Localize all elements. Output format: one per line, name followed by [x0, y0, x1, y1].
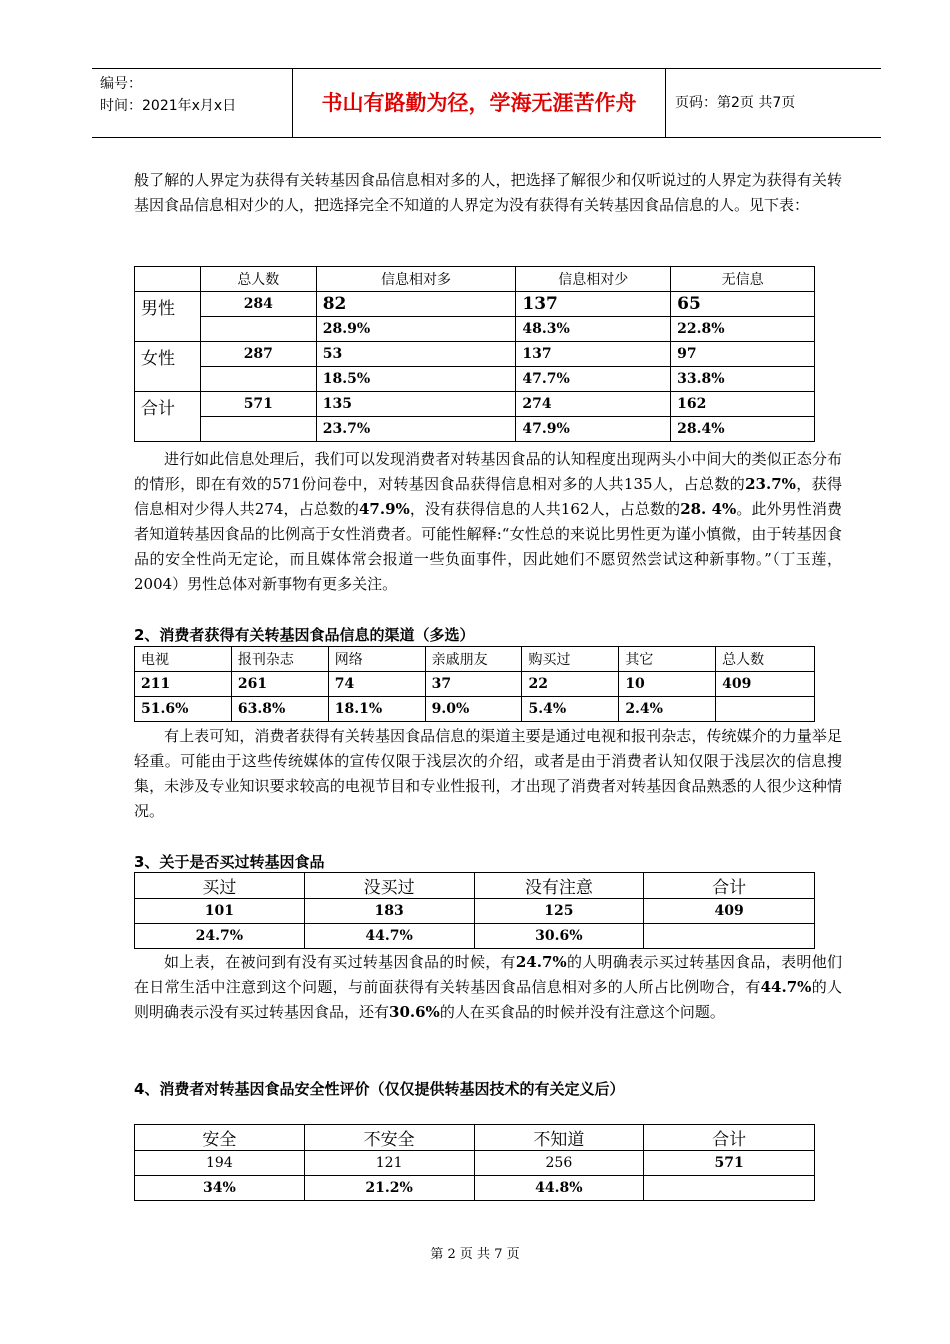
table-cell: 37	[425, 672, 522, 697]
table-cell: 211	[135, 672, 232, 697]
table-cell: 44.7%	[304, 924, 474, 949]
purchase-table	[134, 872, 815, 949]
table-header-cell: 报刊杂志	[231, 647, 328, 672]
table-cell: 101	[135, 899, 305, 924]
table-row	[135, 1176, 815, 1201]
table-cell: 10	[619, 672, 716, 697]
table-cell: 22	[522, 672, 619, 697]
row-label: 合计	[135, 392, 201, 442]
table-header-cell: 网络	[328, 647, 425, 672]
section-4-title: 4、消费者对转基因食品安全性评价（仅仅提供转基因技术的有关定义后）	[134, 1080, 625, 1098]
info-level-table	[134, 266, 815, 442]
highlight-value: 47.9%	[359, 500, 410, 518]
table-cell: 47.9%	[516, 417, 671, 442]
table-cell	[200, 317, 316, 342]
table-header-cell: 亲戚朋友	[425, 647, 522, 672]
table-cell: 28.9%	[316, 317, 516, 342]
page-footer: 第 2 页 共 7 页	[430, 1247, 520, 1262]
table-cell: 82	[316, 292, 516, 317]
table-row	[135, 697, 815, 722]
header-time: 时间：2021年x月x日	[100, 98, 237, 114]
table-cell: 183	[304, 899, 474, 924]
table-header-cell: 信息相对多	[316, 267, 516, 292]
table-cell: 162	[671, 392, 815, 417]
table-cell: 194	[135, 1151, 305, 1176]
table-cell: 74	[328, 672, 425, 697]
table-cell: 48.3%	[516, 317, 671, 342]
table-cell: 135	[316, 392, 516, 417]
table-cell	[644, 1176, 815, 1201]
table-header-row	[135, 647, 815, 672]
table-header-cell: 总人数	[716, 647, 815, 672]
table-cell: 125	[474, 899, 644, 924]
analysis-paragraph-1	[134, 447, 842, 597]
page-header	[92, 68, 881, 138]
table-header-cell: 没买过	[304, 873, 474, 899]
channel-table	[134, 646, 815, 722]
text-run: 的人明确表示买过转基因食品，表明他们在日常生活中注意到这个问题，与前面获得有关转基因食品信息相对多的人所占比例吻合，有	[134, 953, 842, 996]
header-meta	[100, 73, 295, 117]
row-label: 女性	[135, 342, 201, 392]
analysis-paragraph-2: 有上表可知，消费者获得有关转基因食品信息的渠道主要是通过电视和报刊杂志，传统媒介的力量举足轻重。可能由于这些传统媒体的宣传仅限于浅层次的介绍，或者是由于消费者认知仅限于浅层次的信息搜集，未涉及专业知识要求较高的电视节目和专业性报刊，才出现了消费者对转基因食品熟悉的人很少这种情况。	[134, 727, 842, 820]
table-header-cell: 合计	[644, 873, 815, 899]
section-3-title: 3、关于是否买过转基因食品	[134, 853, 325, 871]
table-cell: 97	[671, 342, 815, 367]
table-cell: 44.8%	[474, 1176, 644, 1201]
table-header-row	[135, 267, 815, 292]
table-cell: 571	[200, 392, 316, 417]
intro-paragraph: 般了解的人界定为获得有关转基因食品信息相对多的人，把选择了解很少和仅听说过的人界定为获得有关转基因食品信息相对少的人，把选择完全不知道的人界定为没有获得有关转基因食品信息的人。见下表：	[134, 171, 842, 214]
header-page-number: 页码：第2页 共7页	[675, 95, 796, 111]
table-cell: 287	[200, 342, 316, 367]
table-header-cell: 不知道	[474, 1125, 644, 1151]
table-cell: 571	[644, 1151, 815, 1176]
table-row	[135, 392, 815, 417]
text-run: 如上表，在被问到有没有买过转基因食品的时候，有	[164, 953, 516, 971]
table-cell: 65	[671, 292, 815, 317]
table-cell: 137	[516, 342, 671, 367]
text-run: 的人在买食品的时候并没有注意这个问题。	[439, 1003, 725, 1021]
table-cell: 18.1%	[328, 697, 425, 722]
table-cell: 51.6%	[135, 697, 232, 722]
text-run: 的人则明确表示没有买过转基因食品，还有	[134, 978, 842, 1021]
text-run: ，没有获得信息的人共162人，占总数的	[409, 500, 681, 518]
header-motto: 书山有路勤为径，学海无涯苦作舟	[321, 91, 637, 115]
table-cell: 63.8%	[231, 697, 328, 722]
row-label: 男性	[135, 292, 201, 342]
analysis-paragraph-3	[134, 950, 842, 1025]
table-cell: 121	[304, 1151, 474, 1176]
table-cell: 53	[316, 342, 516, 367]
table-cell: 18.5%	[316, 367, 516, 392]
table-header-cell	[135, 267, 201, 292]
table-header-cell: 总人数	[200, 267, 316, 292]
table-cell: 30.6%	[474, 924, 644, 949]
table-header-cell: 电视	[135, 647, 232, 672]
table-header-cell: 安全	[135, 1125, 305, 1151]
table-cell: 24.7%	[135, 924, 305, 949]
table-row	[135, 292, 815, 317]
table-cell: 137	[516, 292, 671, 317]
table-cell: 33.8%	[671, 367, 815, 392]
highlight-value: 44.7%	[760, 978, 812, 996]
text-run: 。此外男性消费者知道转基因食品的比例高于女性消费者。可能性解释:“女性总的来说比男性更为谨小慎微，由于转基因食品的安全性尚无定论，而且媒体常会报道一些负面事件，因此她们不愿贸然尝试这种新事物。”（丁玉莲，2004）男性总体对新事物有更多关注。	[134, 500, 842, 593]
table-header-cell: 没有注意	[474, 873, 644, 899]
table-cell: 9.0%	[425, 697, 522, 722]
safety-table	[134, 1124, 815, 1201]
text-run: ，获得信息相对少得人共274，占总数的	[134, 475, 842, 518]
table-cell	[716, 697, 815, 722]
table-cell: 34%	[135, 1176, 305, 1201]
section-2-title: 2、消费者获得有关转基因食品信息的渠道（多选）	[134, 626, 475, 644]
table-header-row	[135, 1125, 815, 1151]
table-row	[135, 317, 815, 342]
table-cell: 21.2%	[304, 1176, 474, 1201]
table-cell	[644, 924, 815, 949]
table-cell: 23.7%	[316, 417, 516, 442]
highlight-value: 28. 4%	[680, 500, 737, 518]
table-cell: 256	[474, 1151, 644, 1176]
table-cell: 409	[716, 672, 815, 697]
table-header-row	[135, 873, 815, 899]
table-row	[135, 367, 815, 392]
table-cell: 284	[200, 292, 316, 317]
table-cell: 47.7%	[516, 367, 671, 392]
table-cell: 5.4%	[522, 697, 619, 722]
table-header-cell: 信息相对少	[516, 267, 671, 292]
table-header-cell: 无信息	[671, 267, 815, 292]
table-row	[135, 342, 815, 367]
table-header-cell: 不安全	[304, 1125, 474, 1151]
table-header-cell: 其它	[619, 647, 716, 672]
table-row	[135, 672, 815, 697]
table-cell: 409	[644, 899, 815, 924]
text-run: 进行如此信息处理后，我们可以发现消费者对转基因食品的认知程度出现两头小中间大的类似正态分布的情形，即在有效的571份问卷中，对转基因食品获得信息相对多的人共135人，占总数的	[134, 450, 842, 493]
header-code: 编号：	[100, 76, 142, 92]
table-header-cell: 买过	[135, 873, 305, 899]
highlight-value: 30.6%	[389, 1003, 440, 1021]
table-header-cell: 购买过	[522, 647, 619, 672]
highlight-value: 23.7%	[745, 475, 796, 493]
table-row	[135, 417, 815, 442]
table-row	[135, 899, 815, 924]
table-cell: 274	[516, 392, 671, 417]
table-cell: 261	[231, 672, 328, 697]
table-cell: 28.4%	[671, 417, 815, 442]
table-cell	[200, 367, 316, 392]
table-cell: 2.4%	[619, 697, 716, 722]
highlight-value: 24.7%	[515, 953, 567, 971]
header-divider	[665, 69, 666, 137]
table-cell	[200, 417, 316, 442]
table-cell: 22.8%	[671, 317, 815, 342]
table-row	[135, 924, 815, 949]
table-row	[135, 1151, 815, 1176]
table-header-cell: 合计	[644, 1125, 815, 1151]
